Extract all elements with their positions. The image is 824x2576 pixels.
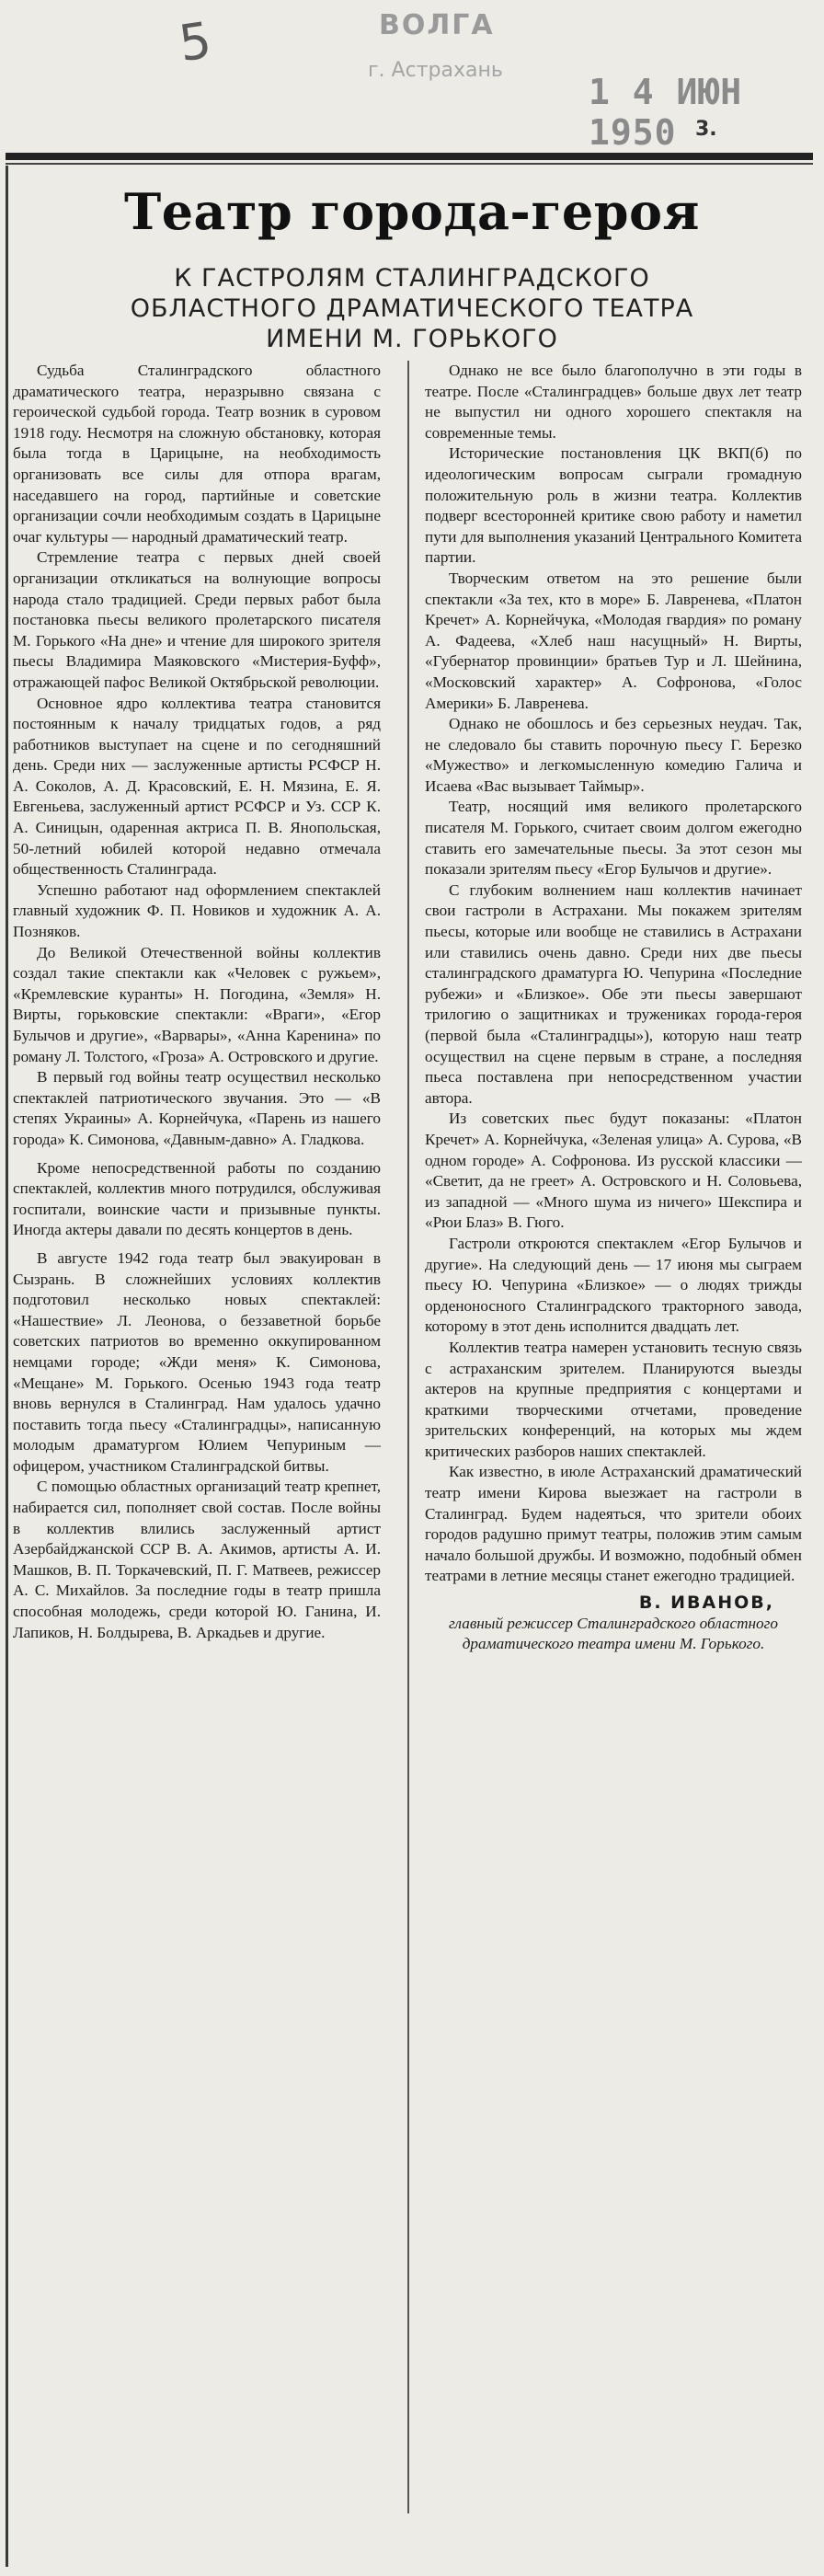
- paragraph-gap: [13, 1241, 381, 1248]
- paragraph: Однако не обошлось и без серьезных неудач. Так, не следовало бы ставить порочную пьесу Г. Березко «Мужество» и легкомысленную комедию Галича и Исаева «Вас вызывает Таймыр».: [425, 715, 802, 795]
- paragraph: Основное ядро коллектива театра становится постоянным к началу тридцатых годов, а ряд работников выступает на сцене и по сегодняшний день. Среди них — заслуженные артисты РСФСР Н. А. Соколов, А. Д. Красовский, Е. Н. Мязина, Е. Я. Евгеньева, заслуженный артист РСФСР и Уз. ССР К. А. Синицын, одаренная актриса П. В. Янопольская, 50-летний юбилей которой недавно отмечала общественность Сталинграда.: [13, 694, 381, 879]
- author-name: В. ИВАНОВ,: [638, 1593, 774, 1614]
- paragraph: Творческим ответом на это решение были спектакли «За тех, кто в море» Б. Лавренева, «Платон Кречет» А. Корнейчука, «Молодая гвардия» по роману А. Фадеева, «Хлеб наш насущный» Н. Вирты, «Губернатор провинции» братьев Тур и Л. Шейнина, «Московский характер» А. Софронова, «Голос Америки» Б. Лавренева.: [425, 569, 802, 712]
- paragraph: Успешно работают над оформлением спектаклей главный художник Ф. П. Новиков и художник А. А. Позняков.: [13, 880, 381, 941]
- paragraph: С глубоким волнением наш коллектив начинает свои гастроли в Астрахани. Мы покажем зрителям пьесы, которые или вообще не ставились в Астрахани или ставились очень давно. Среди них две пьесы сталинградского драматурга Ю. Чепурина «Последние рубежи» и «Близкое». Обе эти пьесы завершают трилогию о защитниках и тружениках города-героя (первой была «Сталинградцы»), которую наш театр осуществил на сцене первым в стране, а последняя пьеса поставлена при непосредственном участии автора.: [425, 880, 802, 1107]
- top-rule-thin: [6, 163, 813, 165]
- source-city: г. Астрахань: [368, 59, 503, 82]
- clipping-header: [0, 0, 824, 166]
- handwritten-mark: 5: [175, 10, 215, 74]
- paragraph: В августе 1942 года театр был эвакуирован в Сызрань. В сложнейших условиях коллектив подготовил несколько новых спектаклей: «Нашествие» Л. Леонова, о беззаветной борьбе советских патриотов во временно оккупированном немцами городе; «Жди меня» К. Симонова, «Мещане» М. Горького. Осенью 1943 года театр вновь вернулся в Сталинград. Нам удалось удачно поставить тогда пьесу «Сталинградцы», написанную молодым драматургом Юлием Чепуриным — офицером, участником Сталинградской битвы.: [13, 1248, 381, 1475]
- article-headline: Театр города-героя: [124, 182, 700, 241]
- paragraph: Исторические постановления ЦК ВКП(б) по идеологическим вопросам сыграли громадную положительную роль в жизни театра. Коллектив подверг всесторонней критике свою работу и наметил пути для выполнения указаний Центрального Комитета партии.: [425, 444, 802, 567]
- author-role: главный режиссер Сталинградского областного драматического театра имени М. Горького.: [449, 1614, 778, 1653]
- left-border-rule: [6, 166, 8, 2567]
- paragraph: Кроме непосредственной работы по созданию спектаклей, коллектив много потрудился, обслуживая госпитали, воинские части и призывные пункты. Иногда актеры давали по десять концертов в день.: [13, 1158, 381, 1239]
- paragraph: Гастроли откроются спектаклем «Егор Булычов и другие». На следующий день — 17 июня мы сыграем пьесу Ю. Чепурина «Близкое» — о людях трижды орденоносного Сталинградского тракторного завода, которому в этот день исполнится двадцать лет.: [425, 1234, 802, 1336]
- right-column: [425, 361, 802, 1655]
- paragraph: Из советских пьес будут показаны: «Платон Кречет» А. Корнейчука, «Зеленая улица» А. Сурова, «В одном городе» А. Софронова. Из русской классики — «Светит, да не греет» А. Островского и Н. Соловьева, из западной — «Много шума из ничего» Шекспира и «Рюи Блаз» В. Гюго.: [425, 1110, 802, 1232]
- paragraph: Как известно, в июле Астраханский драматический театр имени Кирова выезжает на гастроли в Сталинград. Будем надеяться, что зрители обоих городов радушно примут театры, положив этим самым начало большой дружбы. И возможно, подобный обмен театрами в летние месяцы станет ежегодно традицией.: [425, 1463, 802, 1585]
- subheading-line: ИМЕНИ М. ГОРЬКОГО: [266, 325, 558, 353]
- subheading-line: К ГАСТРОЛЯМ СТАЛИНГРАДСКОГО: [174, 264, 650, 293]
- paragraph: В первый год войны театр осуществил несколько спектаклей патриотического звучания. Это — «В степях Украины» А. Корнейчука, «Парень из нашего города» К. Симонова, «Давным-давно» А. Гладкова.: [13, 1068, 381, 1148]
- paragraph: Театр, носящий имя великого пролетарского писателя М. Горького, считает своим долгом ежегодно ставить его замечательные пьесы. За этот сезон мы показали зрителям пьесу «Егор Булычов и другие».: [425, 798, 802, 879]
- paragraph: До Великой Отечественной войны коллектив создал такие спектакли как «Человек с ружьем», «Кремлевские куранты» Н. Погодина, «Земля» Н. Вирты, горьковские спектакли: «Враги», «Егор Булычов и другие», «Варвары», «Анна Каренина» по роману Л. Толстого, «Гроза» А. Островского и другие.: [13, 943, 381, 1065]
- paragraph: Однако не все было благополучно в эти годы в театре. После «Сталинградцев» больше двух лет театр не выпустил ни одного хорошего спектакля на современные темы.: [425, 362, 802, 442]
- paragraph-gap: [13, 1151, 381, 1158]
- left-column: [13, 361, 381, 1643]
- article-subheading: [37, 263, 787, 354]
- paragraph: Коллектив театра намерен установить тесную связь с астраханским зрителем. Планируются выезды актеров на крупные предприятия с концертами и краткими творческими отчетами, проведение зрительских конференций, на которых мы ждем критических разборов наших спектаклей.: [425, 1338, 802, 1460]
- date-stamp: 1 4 ИЮН 1950: [589, 72, 743, 153]
- paragraph: С помощью областных организаций театр крепнет, набирается сил, пополняет свой состав. После войны в коллектив влились заслуженный артист Азербайджанской ССР В. А. Акимов, артисты А. И. Машков, В. П. Торкачевский, П. Г. Матвеев, режиссер А. С. Михайлов. За последние годы в театр пришла способная молодежь, среди которой Ю. Ганина, И. Лапиков, Н. Болдырева, В. Аркадьев и другие.: [13, 1478, 381, 1641]
- source-newspaper-name: ВОЛГА: [379, 9, 495, 41]
- top-rule: [6, 153, 813, 160]
- paragraph: Судьба Сталинградского областного драматического театра, неразрывно связана с героической судьбой города. Театр возник в суровом 1918 году. Несмотря на сложную обстановку, которая была тогда в Царицыне, на необходимость организовать все силы для отпора врагам, наседавшего на город, партийные и советские организации сочли необходимым создать в Царицыне очаг культуры — народный драматический театр.: [13, 362, 381, 546]
- page-number: 3.: [695, 118, 717, 141]
- paragraph: Стремление театра с первых дней своей организации откликаться на волнующие вопросы народа стало традицией. Среди первых работ была постановка пьесы великого пролетарского писателя М. Горького «На дне» и чтение для широкого зрителя пьесы Владимира Маяковского «Мистерия-Буфф», отражающей пафос Великой Октябрьской революции.: [13, 548, 381, 691]
- column-divider: [407, 361, 409, 2513]
- subheading-line: ОБЛАСТНОГО ДРАМАТИЧЕСКОГО ТЕАТРА: [130, 294, 694, 323]
